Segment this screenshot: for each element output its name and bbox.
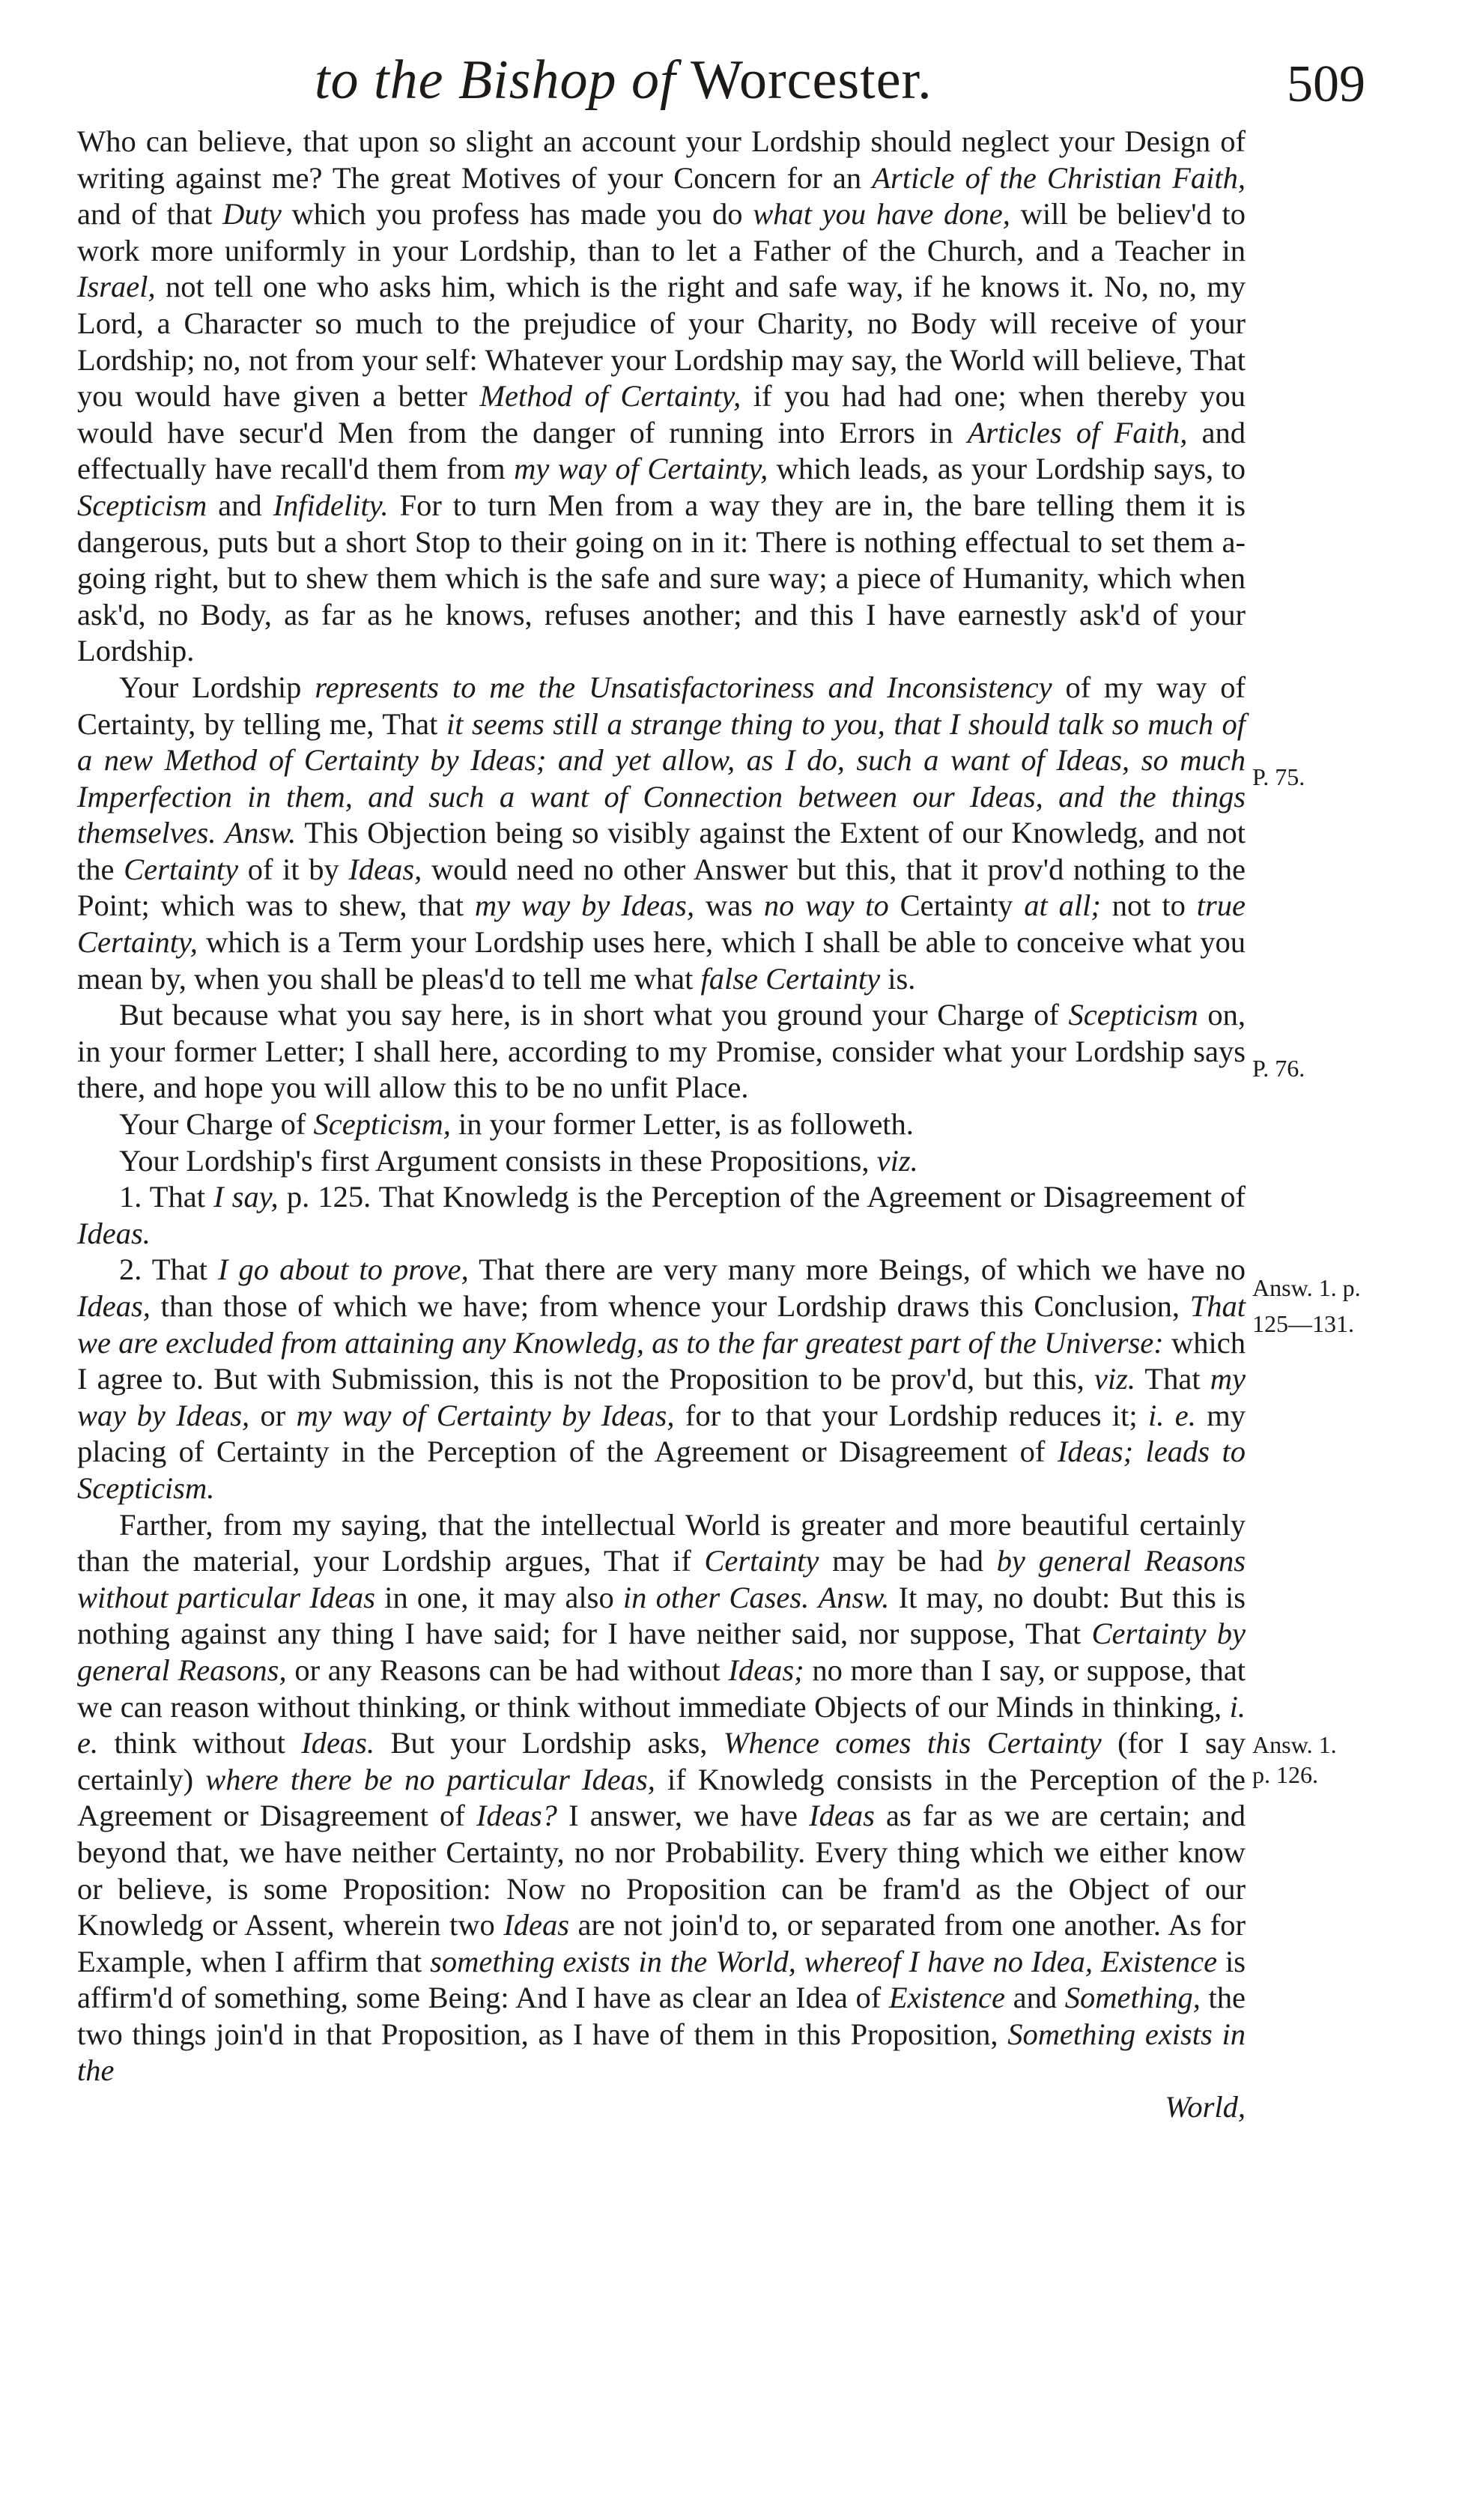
text-run: or [249, 1398, 297, 1432]
text-run: at all; [1024, 888, 1101, 923]
text-run: and of that [77, 197, 223, 231]
text-run: in one, it may also [374, 1580, 623, 1614]
text-run: was [694, 888, 764, 923]
text-run: Ideas, [77, 1289, 151, 1323]
text-run: That we are excluded from attaining any Knowledg, as to the far greatest part of the Universe: [77, 1289, 1246, 1360]
text-run: not tell one who asks him, which is the right and safe way, if he knows it. No, no, my Lord, a Character so much to the prejudice of your Charity, no Body will receive of your Lordship; no, not from your self: Whatever your Lordship may say, the World will believe, That you would have given a better [77, 270, 1246, 414]
text-run: what you have done, [753, 197, 1010, 231]
text-run: of it by [238, 852, 349, 886]
paragraph-7 [77, 1252, 1246, 1506]
text-run: Ideas. [301, 1726, 375, 1760]
text-run: or any Reasons can be had without [286, 1653, 729, 1687]
text-run: But your Lordship asks, [374, 1726, 724, 1760]
text-run: where there be no particular Ideas, [205, 1762, 655, 1796]
text-run: viz. [1094, 1362, 1136, 1396]
text-run: But because what you say here, is in short what you ground your Charge of [119, 998, 1069, 1032]
text-run: my placing of Certainty in the Perception of the Agreement or Disagreement of [77, 1398, 1246, 1469]
text-run: by general Reasons without particular Ideas [77, 1544, 1246, 1614]
catchword-line: World, [1165, 2090, 1246, 2124]
text-run: Who can believe, that upon so slight an account your Lordship should neglect your Design of writing against me? The great Motives of your Concern for an [77, 124, 1246, 195]
paragraph-3 [77, 997, 1246, 1106]
text-run: Ideas; [728, 1653, 804, 1687]
text-run: if Knowledg consists in the Perception of the Agreement or Disagreement of [77, 1762, 1246, 1833]
text-run: my way by Ideas, [77, 1362, 1246, 1432]
text-run [809, 1581, 818, 1614]
paragraph-2 [77, 670, 1246, 997]
text-run: is. [880, 961, 916, 996]
text-run: Your Lordship's first Argument consists in these Propositions, [119, 1143, 877, 1178]
paragraph-8 [77, 1507, 1246, 2090]
running-title-italic: to the Bishop of [315, 49, 676, 111]
text-run: Your Lordship [119, 670, 315, 704]
text-run: Something, [1064, 1981, 1201, 2015]
text-run: will be believ'd to work more uniformly in your Lordship, than to let a Father of the Church, and a Teacher in [77, 197, 1246, 267]
text-run: would need no other Answer but this, that it prov'd nothing to the Point; which was to shew, that [77, 852, 1246, 923]
text-run: Farther, from my saying, that the intellectual World is greater and more beautiful certainly than the material, your Lordship argues, That if [77, 1507, 1246, 1578]
text-run: This Objection being so visibly against the Extent of our Knowledg, and not the [77, 816, 1246, 886]
text-run: Your Charge of [119, 1107, 314, 1142]
margin-note-answ-2: Answ. 1. [1252, 1731, 1337, 1758]
text-run: Certainty by general Reasons, [77, 1617, 1246, 1687]
running-title-upright: Worcester. [691, 49, 932, 111]
text-run: it seems still a strange thing to you, that I should talk so much of a new Method of Certainty by Ideas; and yet allow, as I do, such a want of Ideas, so much Imperfection in them, and such a want of Connection between our Ideas, and the things themselves. [77, 706, 1246, 850]
text-run: true Certainty, [77, 888, 1246, 960]
text-run: I say, [213, 1180, 279, 1214]
text-run: something exists in the World, whereof I have no Idea, Existence [430, 1944, 1218, 1978]
paragraph-6 [77, 1179, 1246, 1252]
text-run: Ideas [503, 1908, 569, 1942]
text-run: Article of the Christian Faith, [872, 160, 1246, 195]
text-run: think without [98, 1726, 302, 1760]
text-run: of my way of Certainty, by telling me, That [77, 670, 1246, 741]
text-run: no way to [763, 888, 889, 923]
text-run: Answ. [225, 816, 297, 850]
text-run: in other Cases. [622, 1580, 810, 1614]
text-run: Scepticism [1068, 998, 1198, 1032]
text-run: I answer, we have [556, 1799, 810, 1833]
text-run: on, in your former Letter; I shall here, according to my Promise, consider what your Lordship says there, and hope you will allow this to be no unfit Place. [77, 998, 1246, 1105]
text-run: It may, no doubt: But this is nothing against any thing I have said; for I have neither said, nor suppose, That [77, 1580, 1246, 1651]
text-run: my way of Certainty, [514, 452, 768, 486]
margin-note-p76: P. 76. [1252, 1055, 1305, 1082]
text-run: my way of Certainty by Ideas, [296, 1398, 675, 1432]
text-run: Ideas. [77, 1216, 151, 1250]
text-run [216, 816, 225, 849]
paragraph-4 [77, 1106, 1246, 1143]
text-run: Infidelity. [273, 488, 389, 522]
text-run: and effectually have recall'd them from [77, 415, 1246, 486]
text-run: my way by Ideas, [474, 888, 695, 923]
text-run: false Certainty [700, 961, 881, 996]
text-run: represents to me the Unsatisfactoriness and Inconsistency [315, 670, 1052, 704]
text-run: which I agree to. But with Submission, this is not the Proposition to be prov'd, but this, [77, 1325, 1246, 1396]
text-run: which you profess has made you do [281, 197, 753, 231]
text-run: than those of which we have; from whence your Lordship draws this Conclusion, [150, 1289, 1190, 1323]
text-run: are not join'd to, or separated from one another. As for Example, when I affirm that [77, 1908, 1246, 1978]
text-run: as far as we are certain; and beyond that, we have neither Certainty, no nor Probability. Every thing which we either know or believe, is some Proposition: Now no Proposition can be fram'd as the Object of our Knowledg or Assent, wherein two [77, 1799, 1246, 1942]
text-run: may be had [819, 1544, 997, 1578]
text-run: Certainty [124, 852, 239, 886]
text-run: Whence comes this Certainty [723, 1726, 1102, 1760]
text-run: Ideas; leads to Scepticism. [77, 1435, 1246, 1505]
text-run: viz. [876, 1143, 918, 1178]
text-run: and [1005, 1981, 1065, 2015]
text-run: Certainty [704, 1544, 819, 1578]
text-run: the two things join'd in that Proposition, as I have of them in this Proposition, [77, 1981, 1246, 2051]
margin-note-range: 125—131. [1252, 1310, 1354, 1337]
text-run: Scepticism, [313, 1107, 451, 1142]
text-run: That [1135, 1362, 1210, 1396]
running-title [315, 49, 932, 112]
text-run: and [207, 488, 273, 522]
text-run: Ideas, [348, 852, 422, 886]
page-number: 509 [1287, 55, 1365, 113]
text-run: i. e. [1147, 1398, 1196, 1432]
text-run: no more than I say, or suppose, that we can reason without thinking, or think without immediate Objects of our Minds in thinking, [77, 1653, 1246, 1724]
text-run: p. 125. That Knowledg is the Perception of the Agreement or Disagreement of [278, 1180, 1246, 1214]
text-run: not to [1100, 888, 1197, 923]
text-run: 2. That [119, 1253, 218, 1287]
body-text [77, 124, 1246, 2126]
paragraph-5 [77, 1143, 1246, 1180]
text-run: i. e. [77, 1689, 1246, 1760]
text-run: Scepticism [77, 488, 207, 522]
page-header [0, 41, 1459, 124]
text-run: for to that your Lordship reduces it; [674, 1398, 1148, 1432]
text-run: Certainty [888, 888, 1025, 923]
text-run: which leads, as your Lordship says, to [768, 452, 1246, 486]
paragraph-1 [77, 124, 1246, 670]
margin-note-answ-1: Answ. 1. p. [1252, 1274, 1361, 1301]
text-run: Ideas? [476, 1799, 557, 1833]
text-run: Method of Certainty, [479, 379, 741, 414]
text-run: in your former Letter, is as followeth. [450, 1107, 914, 1142]
text-run: Duty [222, 197, 282, 231]
text-run: is affirm'd of something, some Being: And I have as clear an Idea of [77, 1944, 1246, 2015]
text-run: (for I say certainly) [77, 1726, 1246, 1796]
text-run: Ideas [809, 1799, 875, 1833]
text-run: Israel, [77, 270, 156, 304]
text-run: I go about to prove, [217, 1253, 469, 1287]
text-run: Articles of Faith, [967, 415, 1188, 449]
text-run: which is a Term your Lordship uses here, which I shall be able to conceive what you mean by, when you shall be pleas'd to tell me what [77, 925, 1246, 996]
text-run: That there are very many more Beings, of which we have no [468, 1253, 1246, 1287]
text-run: Answ. [818, 1580, 890, 1614]
margin-note-p126: p. 126. [1252, 1761, 1318, 1788]
text-run: if you had had one; when thereby you would have secur'd Men from the danger of running into Errors in [77, 379, 1246, 449]
text-run: For to turn Men from a way they are in, the bare telling them it is dangerous, puts but a short Stop to their going on in it: There is nothing effectual to set them a-going right, but to shew them which is the safe and sure way; a piece of Humanity, which when ask'd, no Body, as far as he knows, refuses another; and this I have earnestly ask'd of your Lordship. [77, 488, 1246, 668]
text-run: Something exists in the [77, 2017, 1246, 2088]
text-run: 1. That [119, 1180, 214, 1214]
margin-note-p75: P. 75. [1252, 763, 1305, 790]
text-run: Existence [888, 1981, 1006, 2015]
